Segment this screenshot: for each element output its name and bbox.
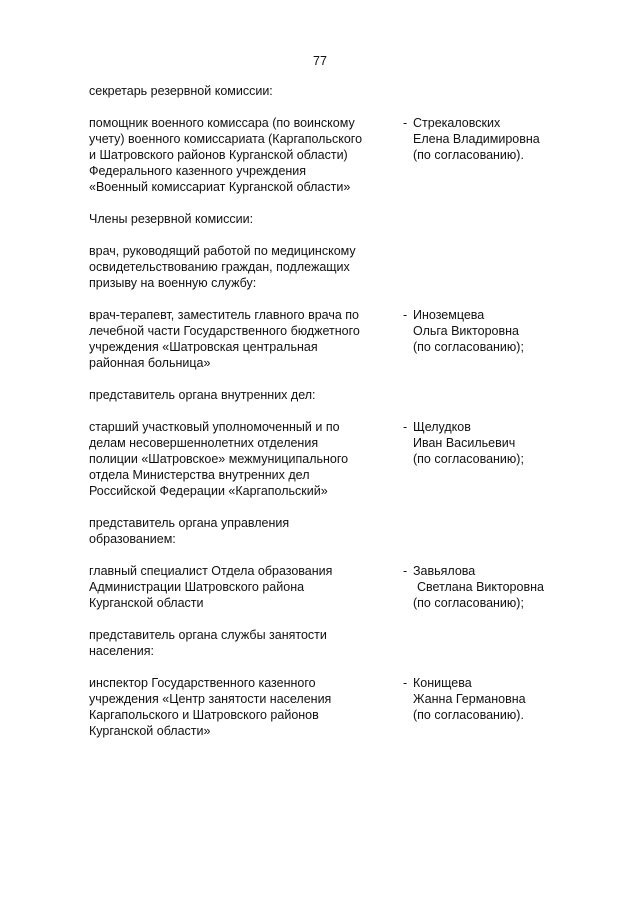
dash-mark: - [403, 676, 408, 690]
employment-heading [89, 627, 569, 659]
secretary-role [89, 115, 395, 195]
secretary-person [395, 115, 569, 163]
person-name-line [403, 131, 569, 147]
person-note: (по согласованию); [413, 340, 524, 354]
police-heading [89, 387, 569, 403]
role-line: главный специалист Отдела образования [89, 564, 333, 578]
person-surname-line [403, 675, 569, 691]
person-note-line [403, 147, 569, 163]
dash-mark: - [403, 420, 408, 434]
person-surname-line [403, 307, 569, 323]
person-surname: Иноземцева [413, 308, 485, 322]
role-line: учету) военного комиссариата (Каргапольского [89, 132, 363, 146]
heading-line: представитель органа внутренних дел: [89, 388, 316, 402]
role-line: «Военный комиссариат Курганской области» [89, 180, 351, 194]
person-note: (по согласованию). [413, 148, 524, 162]
employment-person [395, 675, 569, 723]
education-person [395, 563, 569, 611]
dash-mark: - [403, 564, 408, 578]
page-number: 77 [313, 54, 327, 68]
employment-entry [89, 675, 569, 739]
person-note-line [403, 339, 569, 355]
doctor-role [89, 307, 395, 371]
role-line: делам несовершеннолетних отделения [89, 436, 319, 450]
heading-line: представитель органа службы занятости [89, 628, 327, 642]
role-line: учреждения «Центр занятости населения [89, 692, 332, 706]
person-note: (по согласованию); [413, 596, 524, 610]
person-surname: Щелудков [413, 420, 471, 434]
heading-line: врач, руководящий работой по медицинскому [89, 244, 356, 258]
commission-list [89, 83, 569, 755]
role-line: полиции «Шатровское» межмуниципального [89, 452, 349, 466]
person-name-line [403, 579, 569, 595]
police-role [89, 419, 395, 499]
person-surname-line [403, 115, 569, 131]
role-line: помощник военного комиссара (по воинскому [89, 116, 355, 130]
role-line: Федерального казенного учреждения [89, 164, 307, 178]
role-line: отдела Министерства внутренних дел [89, 468, 310, 482]
role-line: районная больница» [89, 356, 211, 370]
heading-line: образованием: [89, 532, 176, 546]
secretary-heading [89, 83, 569, 99]
person-name: Елена Владимировна [413, 132, 540, 146]
person-note-line [403, 707, 569, 723]
role-line: лечебной части Государственного бюджетного [89, 324, 360, 338]
role-line: Каргапольского и Шатровского районов [89, 708, 319, 722]
members-heading [89, 211, 569, 227]
role-line: Российской Федерации «Каргапольский» [89, 484, 328, 498]
person-name: Светлана Викторовна [417, 580, 544, 594]
education-entry [89, 563, 569, 611]
employment-role [89, 675, 395, 739]
person-surname: Стрекаловских [413, 116, 501, 130]
education-role [89, 563, 395, 611]
heading-line: населения: [89, 644, 155, 658]
education-heading [89, 515, 569, 547]
members-heading-text: Члены резервной комиссии: [89, 212, 254, 226]
doctor-person [395, 307, 569, 355]
police-person [395, 419, 569, 467]
role-line: инспектор Государственного казенного [89, 676, 316, 690]
heading-line: представитель органа управления [89, 516, 290, 530]
dash-mark: - [403, 116, 408, 130]
person-name-line [403, 691, 569, 707]
role-line: Администрации Шатровского района [89, 580, 305, 594]
person-surname-line [403, 419, 569, 435]
role-line: Курганской области» [89, 724, 211, 738]
doctor-entry [89, 307, 569, 371]
person-name: Иван Васильевич [413, 436, 516, 450]
police-entry [89, 419, 569, 499]
secretary-entry [89, 115, 569, 195]
person-name-line [403, 323, 569, 339]
role-line: врач-терапевт, заместитель главного врача по [89, 308, 360, 322]
role-line: старший участковый уполномоченный и по [89, 420, 340, 434]
role-line: учреждения «Шатровская центральная [89, 340, 318, 354]
secretary-heading-text: секретарь резервной комиссии: [89, 84, 273, 98]
doctor-heading [89, 243, 569, 291]
person-note: (по согласованию). [413, 708, 524, 722]
person-name: Ольга Викторовна [413, 324, 519, 338]
person-surname: Конищева [413, 676, 472, 690]
person-name-line [403, 435, 569, 451]
person-note: (по согласованию); [413, 452, 524, 466]
person-surname: Завьялова [413, 564, 476, 578]
role-line: и Шатровского районов Курганской области) [89, 148, 348, 162]
person-name: Жанна Германовна [413, 692, 526, 706]
person-note-line [403, 595, 569, 611]
heading-line: призыву на военную службу: [89, 276, 257, 290]
heading-line: освидетельствованию граждан, подлежащих [89, 260, 350, 274]
role-line: Курганской области [89, 596, 204, 610]
dash-mark: - [403, 308, 408, 322]
person-note-line [403, 451, 569, 467]
person-surname-line [403, 563, 569, 579]
